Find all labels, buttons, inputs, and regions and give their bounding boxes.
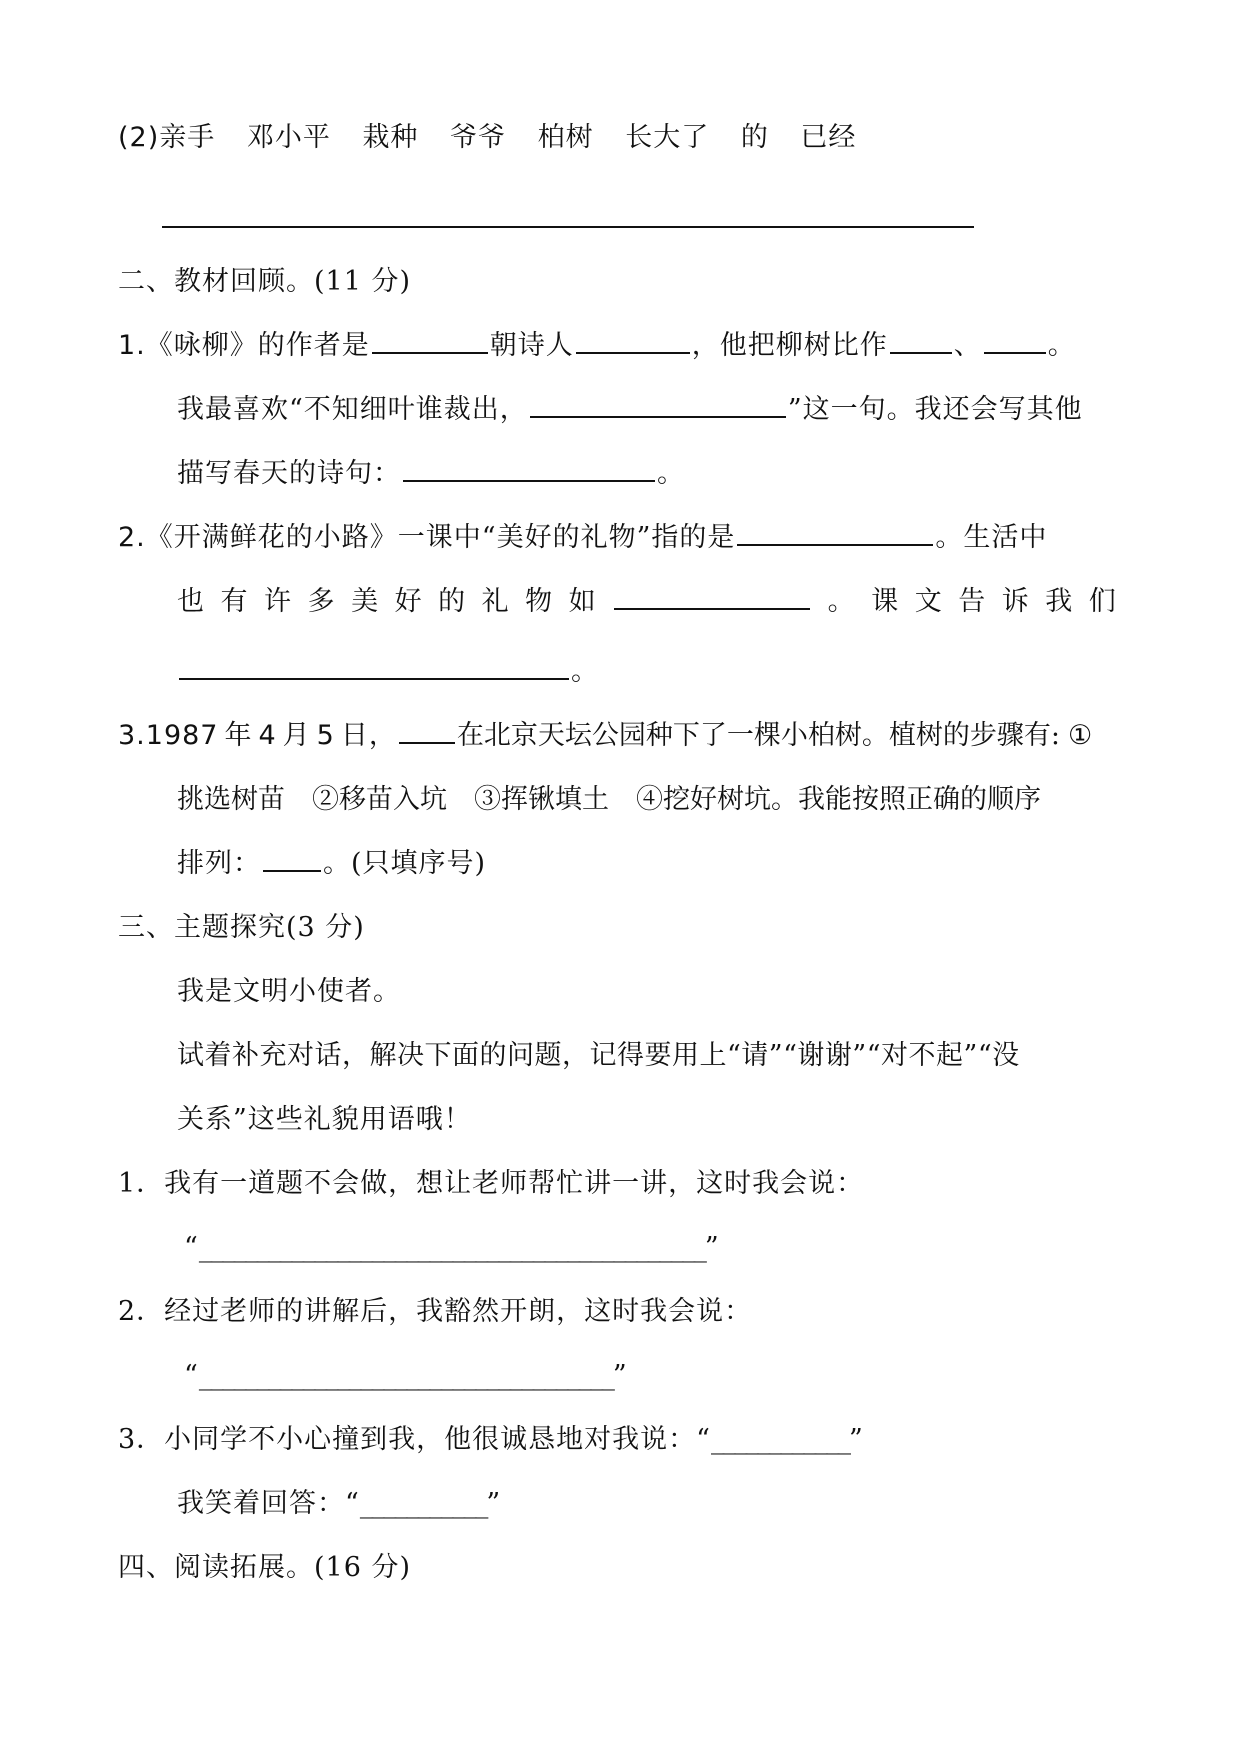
close-quote: ” bbox=[848, 1424, 864, 1455]
q2-word-order-line bbox=[118, 118, 856, 158]
s2-q2-t1: 《开满鲜花的小路》一课中“美好的礼物”指的是 bbox=[145, 522, 736, 553]
s2-q2-line1 bbox=[118, 518, 1047, 558]
s3-q3 bbox=[118, 1420, 864, 1460]
char: 有 bbox=[220, 586, 249, 617]
word-7: 的 bbox=[740, 122, 769, 153]
blank-poet-name[interactable] bbox=[576, 326, 690, 354]
char: 的 bbox=[438, 586, 467, 617]
char: 们 bbox=[1088, 586, 1117, 617]
s2-q1-l2a: 我最喜欢“不知细叶谁裁出， bbox=[177, 394, 528, 425]
s3-intro1: 我是文明小使者。 bbox=[177, 976, 401, 1007]
s2-q1-text5: 。 bbox=[1047, 330, 1076, 361]
s2-q3-num: 3. bbox=[118, 720, 146, 751]
char: 好 bbox=[394, 586, 423, 617]
blank-lesson-meaning[interactable] bbox=[179, 652, 569, 680]
s2-q3-line1 bbox=[118, 716, 1093, 756]
s3-intro3: 关系”这些礼貌用语哦！ bbox=[177, 1104, 472, 1135]
open-quote: “ bbox=[184, 1232, 199, 1263]
word-2: 邓小平 bbox=[246, 122, 331, 153]
s2-q1-line1 bbox=[118, 326, 1076, 366]
year: 1987 bbox=[145, 720, 219, 751]
ri: 日， bbox=[340, 720, 397, 751]
word-6: 长大了 bbox=[625, 122, 710, 153]
s2-q1-num: 1. bbox=[118, 330, 146, 361]
char: 也 bbox=[177, 586, 205, 617]
s2-q1-text: 《咏柳》的作者是 bbox=[145, 330, 370, 361]
char: 美 bbox=[351, 586, 380, 617]
s2-q1-l3a: 描写春天的诗句： bbox=[177, 458, 401, 489]
blank-person[interactable] bbox=[399, 716, 455, 744]
s2-q3-t1: 在北京天坛公园种下了一棵小柏树。植树的步骤有: bbox=[456, 720, 1060, 751]
s2-q1-text2: 朝诗人 bbox=[489, 330, 574, 361]
s2-q3-line2: 挑选树苗 ②移苗入坑 ③挥锹填土 ④挖好树坑。我能按照正确的顺序 bbox=[177, 784, 1041, 815]
s2-q1-text3: ，他把柳树比作 bbox=[691, 330, 888, 361]
answer-line-4[interactable]: ___________ bbox=[359, 1488, 487, 1519]
char: 课 bbox=[871, 586, 900, 617]
char: 文 bbox=[914, 586, 943, 617]
char: 我 bbox=[1045, 586, 1074, 617]
s3-intro2: 试着补充对话，解决下面的问题，记得要用上“请”“谢谢”“对不起”“没 bbox=[177, 1040, 1020, 1071]
yue: 月 bbox=[282, 720, 311, 751]
open-quote: “ bbox=[184, 1360, 199, 1391]
char: 诉 bbox=[1001, 586, 1030, 617]
char: 物 bbox=[525, 586, 554, 617]
s2-q1-l3b: 。 bbox=[657, 458, 685, 489]
step-1: ① bbox=[1067, 720, 1094, 751]
q2-label: (2) bbox=[118, 122, 160, 153]
s2-q1-line3 bbox=[177, 454, 685, 494]
s3-q3b-text: 我笑着回答：“ bbox=[177, 1488, 360, 1519]
s3-q1-answer bbox=[184, 1228, 720, 1268]
s2-q2-line2 bbox=[177, 582, 1117, 622]
word-3: 栽种 bbox=[362, 122, 419, 153]
section-3-heading: 三、主题探究(3 分) bbox=[118, 912, 365, 943]
s3-q3b bbox=[177, 1484, 501, 1524]
char: 多 bbox=[307, 586, 336, 617]
char: 礼 bbox=[481, 586, 510, 617]
s3-q2-answer bbox=[184, 1356, 628, 1396]
char: 如 bbox=[568, 586, 597, 617]
q2-answer-line[interactable] bbox=[162, 226, 974, 228]
answer-line-1[interactable]: ____________________________________________ bbox=[198, 1232, 705, 1263]
s2-q2-l3-end: 。 bbox=[571, 656, 599, 687]
s2-q1-l2b: ”这一句。我还会写其他 bbox=[787, 394, 1083, 425]
answer-line-2[interactable]: ____________________________________ bbox=[198, 1360, 613, 1391]
word-1: 亲手 bbox=[159, 122, 216, 153]
blank-author-dynasty[interactable] bbox=[372, 326, 488, 354]
s3-q2: 2．经过老师的讲解后，我豁然开朗，这时我会说： bbox=[118, 1296, 753, 1327]
section-4-heading: 四、阅读拓展。(16 分) bbox=[118, 1552, 412, 1583]
char: 告 bbox=[958, 586, 987, 617]
s2-q2-t2: 。生活中 bbox=[935, 522, 1048, 553]
s2-q2-line3 bbox=[177, 652, 599, 692]
blank-order[interactable] bbox=[263, 844, 321, 872]
nian: 年 bbox=[224, 720, 253, 751]
s2-q3-l3a: 排列： bbox=[177, 848, 261, 879]
s2-q1-text4: 、 bbox=[953, 330, 982, 361]
char: 。 bbox=[827, 586, 856, 617]
blank-spring-poem[interactable] bbox=[403, 454, 655, 482]
word-4: 爷爷 bbox=[450, 122, 507, 153]
close-quote: ” bbox=[486, 1488, 502, 1519]
word-8: 已经 bbox=[800, 122, 857, 153]
section-2-heading: 二、教材回顾。(11 分) bbox=[118, 266, 412, 297]
month: 4 bbox=[258, 720, 277, 751]
close-quote: ” bbox=[704, 1232, 720, 1263]
s2-q2-num: 2. bbox=[118, 522, 146, 553]
s2-q1-line2 bbox=[177, 390, 1083, 430]
blank-good-gift[interactable] bbox=[737, 518, 933, 546]
blank-metaphor-2[interactable] bbox=[984, 326, 1046, 354]
blank-poem-line[interactable] bbox=[530, 390, 786, 418]
answer-line-3[interactable]: ____________ bbox=[710, 1424, 849, 1455]
word-5: 柏树 bbox=[537, 122, 594, 153]
blank-metaphor-1[interactable] bbox=[890, 326, 952, 354]
s2-q3-line3 bbox=[177, 844, 486, 884]
s2-q3-l3b: 。(只填序号) bbox=[323, 848, 487, 879]
char: 许 bbox=[264, 586, 293, 617]
s3-q1: 1．我有一道题不会做，想让老师帮忙讲一讲，这时我会说： bbox=[118, 1168, 865, 1199]
day: 5 bbox=[316, 720, 335, 751]
s3-q3-text: 3．小同学不小心撞到我，他很诚恳地对我说：“ bbox=[118, 1424, 711, 1455]
close-quote: ” bbox=[612, 1360, 628, 1391]
blank-life-gifts[interactable] bbox=[614, 582, 810, 610]
